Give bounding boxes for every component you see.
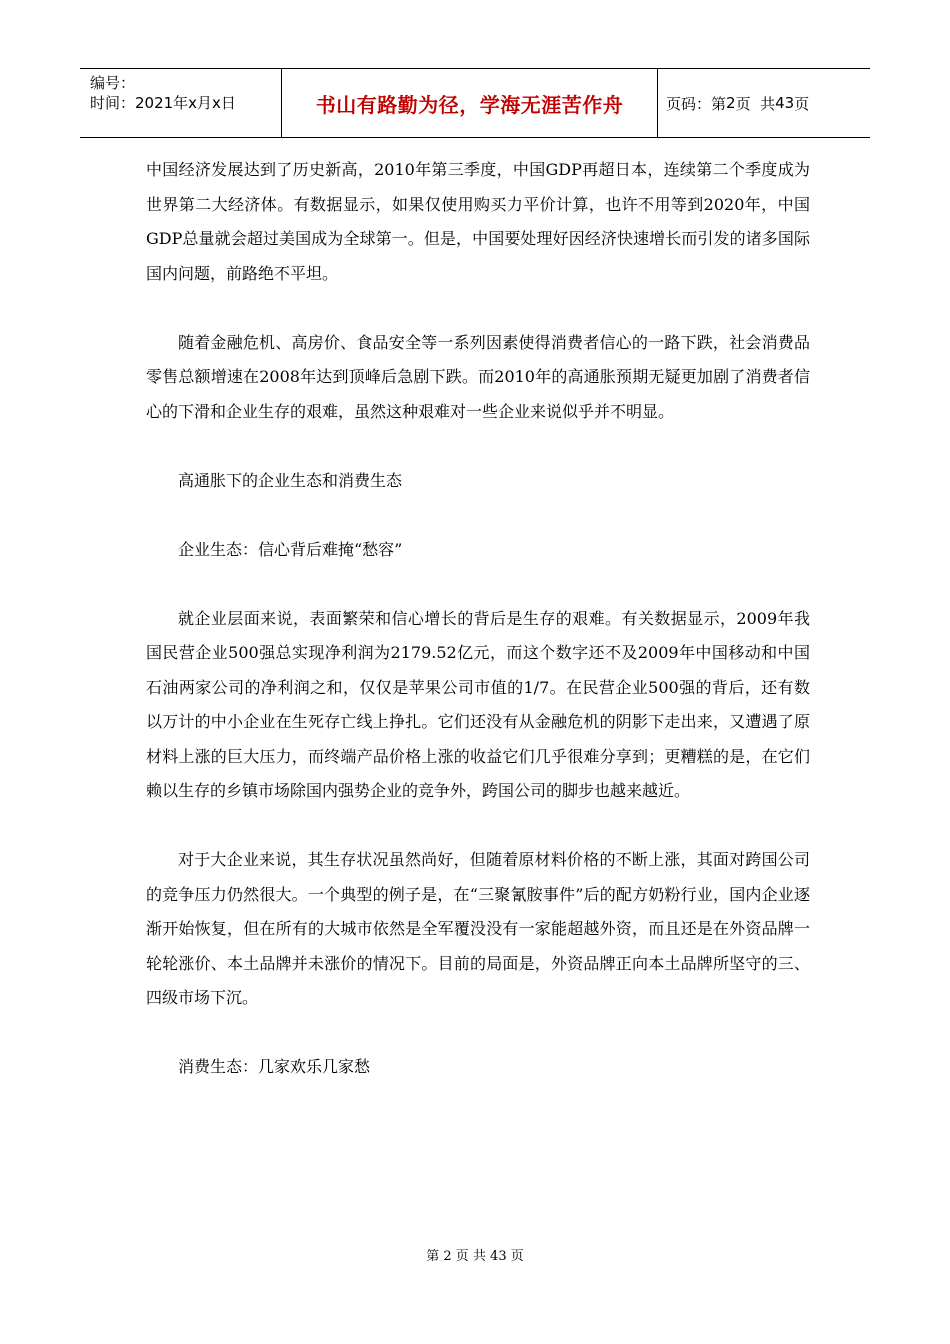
paragraph: 就企业层面来说，表面繁荣和信心增长的背后是生存的艰难。有关数据显示，2009年我国民营企业500强总实现净利润为2179.52亿元，而这个数字还不及2009年中国移动和中国石油两家公司的净利润之和，仅仅是苹果公司市值的1/7。在民营企业500强的背后，还有数以万计的中小企业在生死存亡线上挣扎。它们还没有从金融危机的阴影下走出来，又遭遇了原材料上涨的巨大压力，而终端产品价格上涨的收益它们几乎很难分享到；更糟糕的是，在它们赖以生存的乡镇市场除国内强势企业的竞争外，跨国公司的脚步也越来越近。: [146, 608, 810, 800]
code-label: 编号：: [90, 74, 136, 92]
page-header: [80, 68, 870, 138]
header-meta: [80, 69, 282, 137]
page-footer: 第 2 页 共 43 页: [426, 1249, 524, 1264]
header-page-info: [658, 69, 870, 137]
page-total: 43: [775, 94, 795, 112]
section-heading: 高通胀下的企业生态和消费生态: [178, 470, 403, 490]
paragraph: 随着金融危机、高房价、食品安全等一系列因素使得消费者信心的一路下跌，社会消费品零售总额增速在2008年达到顶峰后急剧下跌。而2010年的高通胀预期无疑更加剧了消费者信心的下滑和企业生存的艰难，虽然这种艰难对一些企业来说似乎并不明显。: [146, 332, 810, 421]
page-current: 2: [726, 94, 736, 112]
subsection-heading: 消费生态：几家欢乐几家愁: [178, 1057, 371, 1076]
page-info-suffix: 页: [794, 94, 810, 113]
page-info-prefix: 页码：第: [666, 94, 727, 113]
document-body: [146, 153, 810, 1119]
page-info-mid: 页 共: [735, 94, 776, 113]
paragraph: 中国经济发展达到了历史新高，2010年第三季度，中国GDP再超日本，连续第二个季度成为世界第二大经济体。有数据显示，如果仅使用购买力平价计算，也许不用等到2020年，中国GDP总量就会超过美国成为全球第一。但是，中国要处理好因经济快速增长而引发的诸多国际国内问题，前路绝不平坦。: [146, 160, 810, 283]
subsection-heading: 企业生态：信心背后难掩“愁容”: [178, 539, 403, 559]
header-motto: 书山有路勤为径，学海无涯苦作舟: [282, 69, 658, 137]
paragraph: 对于大企业来说，其生存状况虽然尚好，但随着原材料价格的不断上涨，其面对跨国公司的竞争压力仍然很大。一个典型的例子是，在“三聚氰胺事件”后的配方奶粉行业，国内企业逐渐开始恢复，但在所有的大城市依然是全军覆没没有一家能超越外资，而且还是在外资品牌一轮轮涨价、本土品牌并未涨价的情况下。目前的局面是，外资品牌正向本土品牌所坚守的三、四级市场下沉。: [146, 850, 810, 1007]
time-label: 时间：2021年x月x日: [90, 94, 236, 112]
